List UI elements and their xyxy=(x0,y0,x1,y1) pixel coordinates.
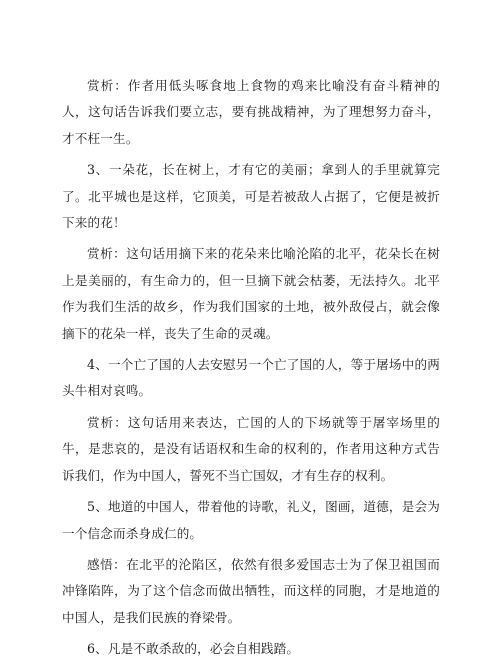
paragraph-quote-4: 4、一个亡了国的人去安慰另一个亡了国的人，等于屠场中的两头牛相对哀鸣。 xyxy=(62,357,440,399)
paragraph-quote-3: 3、一朵花，长在树上，才有它的美丽；拿到人的手里就算完了。北平城也是这样，它顶美，可是若被敌人占据了，它便是被折下来的花！ xyxy=(62,162,440,231)
paragraph-appreciation-1: 赏析：作者用低头啄食地上食物的鸡来比喻没有奋斗精神的人，这句话告诉我们要立志，要有挑战精神，为了理想努力奋斗，才不枉一生。 xyxy=(62,78,440,146)
document-body xyxy=(62,73,440,668)
paragraph-reflection-5: 感悟：在北平的沦陷区，依然有很多爱国志士为了保卫祖国而冲锋陷阵，为了这个信念而做出牺牲，而这样的同胞，才是地道的中国人，是我们民族的脊梁骨。 xyxy=(62,556,440,625)
paragraph-quote-6: 6、凡是不敢杀敌的，必会自相践踏。 xyxy=(87,641,300,657)
paragraph-appreciation-4: 赏析：这句话用来表达，亡国的人的下场就等于屠宰场里的牛，是悲哀的，是没有话语权和生命的权利的，作者用这种方式告诉我们，作为中国人，誓死不当亡国奴，才有生存的权利。 xyxy=(62,414,440,483)
paragraph-quote-5: 5、地道的中国人，带着他的诗歌，礼义，图画，道德，是会为一个信念而杀身成仁的。 xyxy=(62,499,440,541)
paragraph-appreciation-3: 赏析：这句话用摘下来的花朵来比喻沦陷的北平，花朵长在树上是美丽的，有生命力的，但一旦摘下就会枯萎，无法持久。北平作为我们生活的故乡，作为我们国家的土地，被外敌侵占，就会像摘下的花朵一样，丧失了生命的灵魂。 xyxy=(62,246,440,341)
